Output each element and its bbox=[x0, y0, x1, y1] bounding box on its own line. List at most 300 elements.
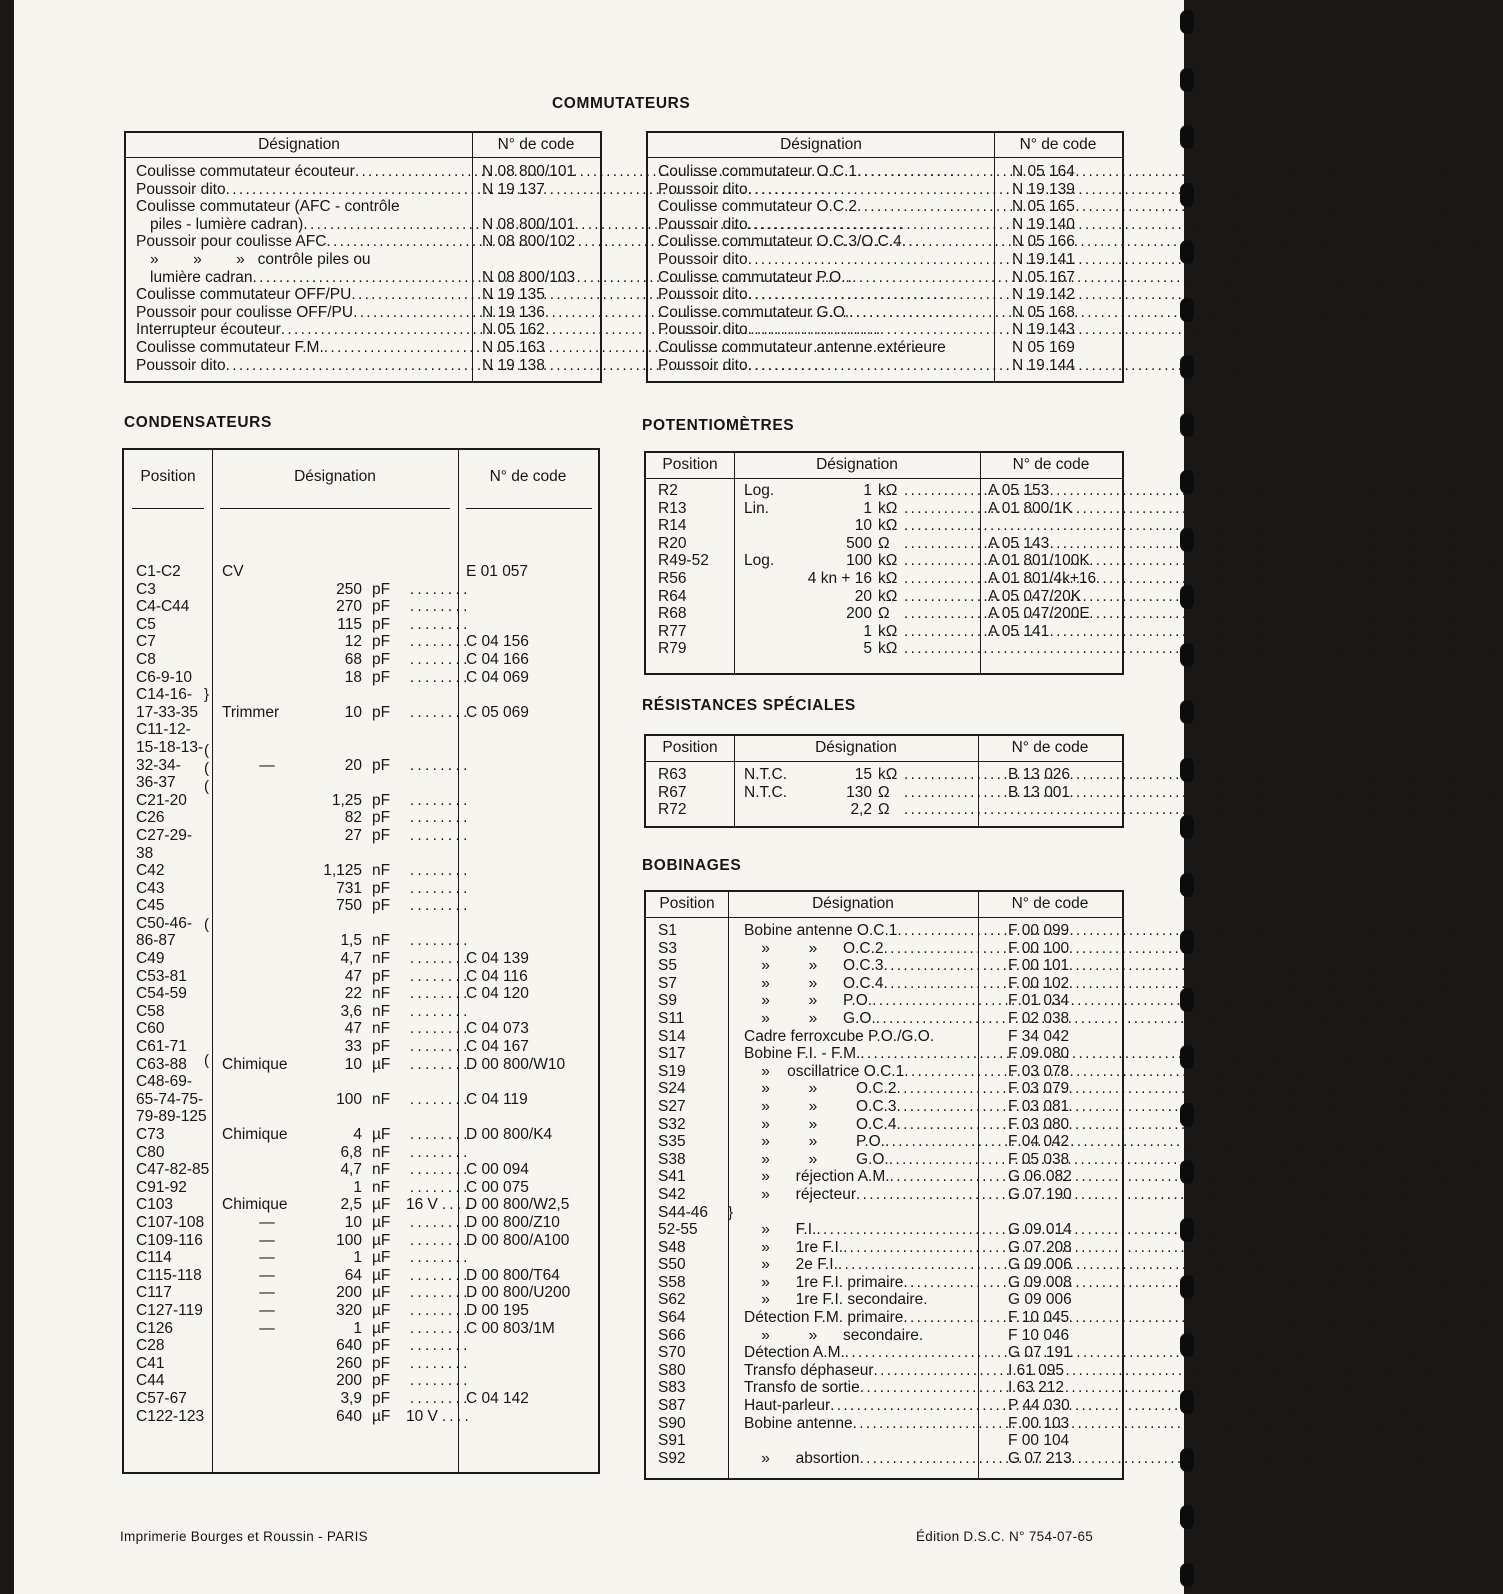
condensateur-designation: 22 nF . . . . . . . . bbox=[222, 985, 454, 1003]
potentiometres-position: R20 bbox=[658, 534, 687, 552]
bobinage-designation bbox=[744, 1274, 970, 1292]
commutateur-designation bbox=[136, 233, 462, 251]
bobinage-designation bbox=[744, 1432, 970, 1450]
condensateur-unit: nF bbox=[372, 1002, 391, 1020]
condensateur-designation: 12 pF . . . . . . . . bbox=[222, 633, 454, 651]
commutateurs-right-designations bbox=[658, 163, 986, 374]
bobinage-designation bbox=[744, 992, 970, 1010]
condensateur-value: 270 bbox=[336, 598, 362, 616]
condensateur-value: 10 bbox=[344, 703, 362, 721]
commutateur-designation bbox=[136, 269, 462, 287]
bobinage-code: F 00 101 bbox=[1008, 957, 1070, 975]
bobinage-code: F 03 079 bbox=[1008, 1080, 1070, 1098]
resistances-designation bbox=[744, 784, 972, 802]
potentiometres-value: 1 bbox=[863, 482, 872, 499]
condensateur-value: 200 bbox=[336, 1372, 362, 1390]
bobinage-code: G 06 082 bbox=[1008, 1168, 1072, 1186]
bobinage-designation-text: » 1re F.I. bbox=[744, 1238, 844, 1256]
resistances-code: B 13 026 bbox=[1008, 766, 1071, 783]
bobinage-designation-text: Bobine F.I. - F.M. bbox=[744, 1045, 861, 1063]
bobinage-code: I 61 095 bbox=[1008, 1361, 1065, 1379]
potentiometres-position: R77 bbox=[658, 622, 687, 640]
condensateur-designation: 100 nF . . . . . . . . bbox=[222, 1091, 454, 1109]
condensateur-code: C 04 139 bbox=[466, 950, 529, 968]
bobinage-designation-text: » » secondaire. bbox=[744, 1326, 924, 1344]
condensateur-position: C107-108 bbox=[136, 1213, 205, 1231]
condensateur-type: Chimique bbox=[222, 1196, 288, 1214]
bobinage-position: S38 bbox=[658, 1150, 686, 1168]
header-code: N° de code bbox=[497, 136, 575, 153]
commutateur-code: N 05 164 bbox=[1012, 163, 1075, 180]
potentiometres-code: A 01 800/1K bbox=[988, 499, 1073, 517]
condensateur-unit: µF bbox=[372, 1126, 391, 1143]
condensateur-code: C 04 142 bbox=[466, 1389, 529, 1407]
bobinage-designation-text: » » G.O. bbox=[744, 1009, 876, 1027]
commutateur-designation-text: Poussoir pour coulisse OFF/PU bbox=[136, 303, 354, 321]
condensateur-unit: nF bbox=[372, 985, 391, 1003]
commutateur-designation bbox=[136, 181, 462, 199]
condensateur-position: C5 bbox=[136, 615, 156, 633]
condensateur-unit: µF bbox=[372, 1266, 391, 1284]
condensateur-unit: nF bbox=[372, 932, 391, 950]
header-designation: Désignation bbox=[816, 456, 898, 473]
condensateur-position: C60 bbox=[136, 1020, 165, 1038]
condensateur-code bbox=[466, 616, 596, 634]
condensateur-position: C11-12- bbox=[136, 721, 191, 739]
condensateur-type: — bbox=[259, 1213, 275, 1231]
condensateur-code bbox=[466, 757, 596, 775]
potentiometres-value: 20 bbox=[854, 587, 872, 605]
potentiometres-designation bbox=[744, 517, 974, 535]
bobinage-code: F 03 078 bbox=[1008, 1062, 1070, 1080]
condensateur-code bbox=[466, 827, 596, 845]
resistances-kind: N.T.C. bbox=[744, 766, 788, 783]
condensateur-unit: µF bbox=[372, 1407, 391, 1425]
potentiometres-designation bbox=[744, 623, 974, 641]
commutateur-designation-text: Coulisse commutateur O.C.3/O.C.4 bbox=[658, 233, 902, 251]
condensateur-position: C61-71 bbox=[136, 1038, 187, 1056]
condensateur-voltage: 10 V bbox=[406, 1407, 438, 1425]
bobinage-designation-text: Détection F.M. primaire bbox=[744, 1309, 904, 1327]
brace: ( bbox=[204, 916, 209, 933]
condensateur-value: 640 bbox=[336, 1407, 362, 1425]
bobinage-code: G 07 213 bbox=[1008, 1449, 1072, 1467]
bobinage-designation bbox=[744, 1450, 970, 1468]
condensateur-code bbox=[466, 845, 596, 863]
bobinage-code: F 00 100 bbox=[1008, 939, 1070, 957]
condensateur-value: 731 bbox=[336, 879, 362, 897]
condensateur-voltage: 16 V bbox=[406, 1196, 438, 1214]
bobinage-designation-text: » » O.C.4 bbox=[744, 974, 884, 992]
bobinage-designation-text: » » O.C.3 bbox=[744, 1097, 897, 1115]
potentiometres-unit: Ω bbox=[878, 605, 890, 623]
condensateur-value: 1,5 bbox=[340, 932, 362, 950]
potentiometres-kind: Log. bbox=[744, 482, 775, 499]
condensateur-value: 33 bbox=[344, 1038, 362, 1056]
bobinage-designation bbox=[744, 1221, 970, 1239]
commutateurs-table-left bbox=[124, 131, 602, 383]
condensateur-code: C 00 803/1M bbox=[466, 1319, 555, 1337]
bobinage-code: F 34 042 bbox=[1008, 1027, 1070, 1045]
bobinage-position: S44-46 bbox=[658, 1203, 708, 1221]
condensateur-position: 32-34- bbox=[136, 756, 181, 774]
condensateur-designation: 4,7 nF . . . . . . . . bbox=[222, 950, 454, 968]
condensateur-position: C109-116 bbox=[136, 1231, 203, 1249]
condensateur-code: C 04 116 bbox=[466, 967, 528, 985]
condensateur-code bbox=[466, 932, 596, 950]
section-title-potentiometres: POTENTIOMÈTRES bbox=[642, 417, 795, 434]
bobinage-designation-text: » » O.C.4 bbox=[744, 1115, 897, 1133]
condensateur-code: D 00 195 bbox=[466, 1301, 529, 1319]
footer-edition: Édition D.S.C. N° 754-07-65 bbox=[916, 1529, 1094, 1544]
potentiometres-unit: kΩ bbox=[878, 517, 898, 535]
binding-hole bbox=[1180, 643, 1194, 667]
condensateur-position: 15-18-13- bbox=[136, 738, 204, 756]
resistances-position: R67 bbox=[658, 783, 687, 801]
condensateur-type: — bbox=[259, 1266, 275, 1284]
potentiometres-designation bbox=[744, 552, 974, 570]
condensateur-designation: 1,5 nF . . . . . . . . bbox=[222, 932, 454, 950]
bobinage-code: F 00 103 bbox=[1008, 1414, 1070, 1432]
commutateur-designation bbox=[136, 251, 462, 269]
resistances-position: R72 bbox=[658, 801, 687, 819]
condensateur-type: Chimique bbox=[222, 1055, 288, 1073]
commutateur-designation bbox=[658, 339, 986, 357]
potentiometres-value: 200 bbox=[846, 605, 872, 623]
condensateur-unit: pF bbox=[372, 809, 391, 827]
section-title-resistances: RÉSISTANCES SPÉCIALES bbox=[642, 697, 856, 714]
condensateur-position: C21-20 bbox=[136, 791, 187, 809]
potentiometres-designation bbox=[744, 482, 974, 500]
potentiometres-designation bbox=[744, 588, 974, 606]
potentiometres-position: R68 bbox=[658, 605, 687, 623]
condensateur-position: 86-87 bbox=[136, 932, 176, 950]
header-code: N° de code bbox=[489, 468, 567, 485]
bobinage-position: S27 bbox=[658, 1097, 686, 1115]
condensateur-code bbox=[466, 915, 596, 933]
condensateur-position: C53-81 bbox=[136, 967, 187, 985]
commutateur-designation-text: Poussoir dito bbox=[136, 180, 226, 198]
commutateur-designation bbox=[658, 198, 986, 216]
condensateur-value: 4,7 bbox=[340, 950, 362, 968]
condensateur-designation: 1,25 pF . . . . . . . . bbox=[222, 792, 454, 810]
section-title-commutateurs: COMMUTATEURS bbox=[552, 95, 691, 112]
condensateur-unit: pF bbox=[372, 615, 391, 633]
condensateur-code bbox=[466, 1408, 596, 1426]
bobinage-position: S17 bbox=[658, 1045, 686, 1063]
potentiometres-unit: kΩ bbox=[878, 640, 898, 658]
bobinage-code: P 44 030 bbox=[1008, 1397, 1070, 1415]
condensateur-position: C73 bbox=[136, 1126, 165, 1143]
condensateur-position: C127-119 bbox=[136, 1301, 203, 1319]
commutateur-designation bbox=[136, 216, 462, 234]
binding-hole bbox=[1180, 1160, 1194, 1184]
condensateur-position: C115-118 bbox=[136, 1266, 202, 1284]
potentiometres-value: 500 bbox=[846, 534, 872, 552]
resistances-code bbox=[1008, 801, 1120, 819]
commutateur-code: N 05 162 bbox=[482, 321, 545, 339]
bobinage-position: S9 bbox=[658, 992, 677, 1010]
resistances-table bbox=[644, 734, 1124, 828]
bobinage-code: G 07 208 bbox=[1008, 1238, 1072, 1256]
commutateur-designation bbox=[136, 357, 462, 375]
condensateur-value: 64 bbox=[344, 1266, 362, 1284]
resistances-codes bbox=[1008, 766, 1120, 819]
header-designation: Désignation bbox=[812, 895, 894, 912]
condensateur-type: CV bbox=[222, 563, 244, 580]
header-designation: Désignation bbox=[815, 739, 897, 756]
condensateur-unit: nF bbox=[372, 950, 391, 968]
condensateur-unit: µF bbox=[372, 1249, 391, 1267]
potentiometres-position: R49-52 bbox=[658, 552, 709, 570]
commutateur-designation bbox=[136, 163, 462, 181]
condensateur-position: C103 bbox=[136, 1196, 174, 1214]
binding-hole bbox=[1180, 1333, 1194, 1357]
condensateur-value: 640 bbox=[336, 1337, 362, 1355]
condensateur-code: C 00 075 bbox=[466, 1178, 529, 1196]
condensateur-value: 27 bbox=[344, 826, 362, 844]
condensateur-code: C 04 119 bbox=[466, 1090, 528, 1108]
condensateur-designation bbox=[222, 739, 454, 757]
bobinage-designation bbox=[744, 1010, 970, 1028]
potentiometres-code: A 05 047/20K bbox=[988, 587, 1082, 605]
condensateur-unit: pF bbox=[372, 791, 391, 809]
condensateur-code bbox=[466, 1372, 596, 1390]
commutateur-designation-text: Coulisse commutateur écouteur bbox=[136, 163, 355, 180]
condensateur-value: 18 bbox=[344, 668, 362, 686]
commutateur-code: N 05 163 bbox=[482, 338, 545, 356]
section-title-bobinages: BOBINAGES bbox=[642, 857, 742, 874]
header-code: N° de code bbox=[1019, 136, 1097, 153]
potentiometres-designations bbox=[744, 482, 974, 658]
potentiometres-designation bbox=[744, 500, 974, 518]
condensateur-unit: pF bbox=[372, 703, 391, 721]
condensateur-value: 750 bbox=[336, 897, 362, 915]
condensateur-value: 260 bbox=[336, 1354, 362, 1372]
condensateur-designation bbox=[222, 563, 454, 581]
condensateur-designation: — 64 µF . . . . . . . . bbox=[222, 1267, 454, 1285]
commutateur-designation bbox=[658, 181, 986, 199]
commutateurs-left-codes bbox=[482, 163, 598, 374]
potentiometres-code: A 05 141 bbox=[988, 622, 1050, 640]
bobinage-code: F 03 080 bbox=[1008, 1115, 1070, 1133]
condensateurs-positions bbox=[136, 563, 212, 1425]
condensateur-code: C 04 073 bbox=[466, 1020, 529, 1038]
bobinage-position: S19 bbox=[658, 1062, 686, 1080]
condensateur-position: C91-92 bbox=[136, 1178, 187, 1196]
condensateur-code bbox=[466, 739, 596, 757]
commutateur-designation-text: » » » contrôle piles ou bbox=[150, 250, 371, 268]
commutateur-code: N 08 800/101 bbox=[482, 163, 576, 180]
commutateur-code bbox=[482, 198, 598, 216]
condensateur-position: C47-82-85 bbox=[136, 1161, 210, 1179]
condensateur-type: Chimique bbox=[222, 1126, 288, 1143]
bobinage-code: F 09 080 bbox=[1008, 1045, 1070, 1063]
condensateur-value: 100 bbox=[336, 1090, 362, 1108]
binding-hole bbox=[1180, 1563, 1194, 1587]
binding-hole bbox=[1180, 470, 1194, 494]
commutateur-code: N 19 144 bbox=[1012, 356, 1075, 374]
bobinages-designations bbox=[744, 922, 970, 1467]
bobinage-position: S64 bbox=[658, 1309, 686, 1327]
commutateur-designation bbox=[136, 339, 462, 357]
condensateur-type: — bbox=[259, 1319, 275, 1337]
condensateur-designation: 27 pF . . . . . . . . bbox=[222, 827, 454, 845]
binding-hole bbox=[1180, 873, 1194, 897]
condensateur-position: C50-46- bbox=[136, 914, 192, 932]
commutateur-code: N 19 139 bbox=[1012, 180, 1075, 198]
condensateur-position: C45 bbox=[136, 897, 165, 915]
resistances-kind: N.T.C. bbox=[744, 783, 788, 801]
condensateur-unit: pF bbox=[372, 1337, 391, 1355]
condensateur-position: C1-C2 bbox=[136, 563, 181, 580]
condensateur-position: C80 bbox=[136, 1143, 165, 1161]
condensateur-designation: 640 pF . . . . . . . . bbox=[222, 1337, 454, 1355]
condensateur-code: E 01 057 bbox=[466, 563, 529, 580]
header-code: N° de code bbox=[1011, 739, 1089, 756]
potentiometres-value: 1 bbox=[863, 622, 872, 640]
potentiometres-value: 10 bbox=[854, 517, 872, 535]
condensateur-position: C14-16- bbox=[136, 686, 192, 704]
bobinage-designation-text: » » G.O. bbox=[744, 1150, 889, 1168]
condensateur-unit: pF bbox=[372, 826, 391, 844]
footer-printer: Imprimerie Bourges et Roussin - PARIS bbox=[120, 1529, 368, 1544]
condensateur-code: C 04 167 bbox=[466, 1038, 529, 1056]
binding-hole bbox=[1180, 930, 1194, 954]
condensateur-designation: 250 pF . . . . . . . . bbox=[222, 581, 454, 599]
condensateur-position: C27-29- bbox=[136, 826, 192, 844]
bobinage-code: G 07 191 bbox=[1008, 1344, 1072, 1362]
binding-hole bbox=[1180, 1390, 1194, 1414]
condensateur-designation bbox=[222, 774, 454, 792]
condensateur-value: 22 bbox=[344, 985, 362, 1003]
bobinage-designation bbox=[744, 1204, 970, 1222]
bobinage-code: G 09 006 bbox=[1008, 1256, 1072, 1274]
condensateur-value: 115 bbox=[337, 615, 362, 633]
commutateur-code: N 05 167 bbox=[1012, 268, 1075, 286]
bobinage-designation bbox=[744, 1397, 970, 1415]
potentiometres-unit: kΩ bbox=[878, 499, 898, 517]
resistances-designations bbox=[744, 766, 972, 819]
condensateur-code bbox=[466, 862, 596, 880]
condensateur-position: 17-33-35 bbox=[136, 703, 199, 721]
potentiometres-code: A 01 801/100K bbox=[988, 552, 1090, 570]
bobinage-position: S66 bbox=[658, 1326, 686, 1344]
commutateur-designation-text: Coulisse commutateur G.O. bbox=[658, 303, 850, 321]
condensateur-type: — bbox=[259, 1231, 275, 1249]
bobinage-designation bbox=[744, 975, 970, 993]
resistances-designation bbox=[744, 766, 972, 784]
section-title-condensateurs: CONDENSATEURS bbox=[124, 414, 272, 431]
condensateurs-designations bbox=[222, 563, 469, 1425]
condensateurs-codes bbox=[466, 563, 596, 1425]
condensateur-code bbox=[466, 581, 596, 599]
bobinage-position: S5 bbox=[658, 957, 677, 975]
commutateur-designation-text: Poussoir dito bbox=[658, 286, 748, 304]
bobinages-codes bbox=[1008, 922, 1120, 1467]
bobinage-code: I 63 212 bbox=[1008, 1379, 1065, 1397]
bobinage-designation-text: Bobine antenne O.C.1 bbox=[744, 922, 898, 939]
potentiometres-designation bbox=[744, 605, 974, 623]
condensateur-value: 100 bbox=[336, 1231, 362, 1249]
bobinage-designation bbox=[744, 1098, 970, 1116]
condensateur-position: C49 bbox=[136, 950, 165, 968]
condensateur-designation: 4,7 nF . . . . . . . . bbox=[222, 1161, 454, 1179]
condensateur-position: C43 bbox=[136, 879, 165, 897]
resistances-unit: Ω bbox=[878, 801, 890, 819]
condensateur-designation: 731 pF . . . . . . . . bbox=[222, 880, 454, 898]
header-code: N° de code bbox=[1012, 456, 1090, 473]
condensateur-position: C42 bbox=[136, 862, 165, 880]
potentiometres-position: R14 bbox=[658, 517, 687, 535]
header-designation: Désignation bbox=[258, 136, 340, 153]
condensateur-unit: pF bbox=[372, 879, 391, 897]
binding-hole bbox=[1180, 700, 1194, 724]
potentiometres-unit: kΩ bbox=[878, 482, 898, 499]
potentiometres-code: A 05 153 bbox=[988, 482, 1050, 499]
bobinage-designation bbox=[744, 1063, 970, 1081]
bobinage-position: S80 bbox=[658, 1361, 686, 1379]
bobinage-position: S42 bbox=[658, 1185, 686, 1203]
condensateur-designation: Chimique 10 µF . . . . . . . . bbox=[222, 1055, 467, 1073]
potentiometres-positions bbox=[658, 482, 734, 658]
commutateur-designation bbox=[136, 304, 462, 322]
bobinage-position: S48 bbox=[658, 1238, 686, 1256]
header-code: N° de code bbox=[1011, 895, 1089, 912]
condensateur-designation: 1,125 nF . . . . . . . . bbox=[222, 862, 454, 880]
commutateur-designation bbox=[136, 198, 462, 216]
bobinages-table bbox=[644, 890, 1124, 1480]
binding-hole bbox=[1180, 298, 1194, 322]
condensateur-code: D 00 800/U200 bbox=[466, 1284, 571, 1302]
bobinage-designation bbox=[744, 922, 970, 940]
potentiometres-unit: kΩ bbox=[878, 569, 898, 587]
condensateur-code: C 05 069 bbox=[466, 703, 529, 721]
condensateur-value: 1 bbox=[353, 1249, 362, 1267]
condensateur-designation: 115 pF . . . . . . . . bbox=[222, 616, 454, 634]
commutateur-designation bbox=[136, 321, 462, 339]
bobinage-designation-text: Détection A.M. bbox=[744, 1344, 845, 1362]
potentiometres-codes bbox=[988, 482, 1122, 658]
condensateur-unit: pF bbox=[372, 1038, 391, 1056]
commutateur-code: N 19 137 bbox=[482, 180, 545, 198]
bobinage-designation bbox=[744, 940, 970, 958]
bobinage-designation bbox=[744, 957, 970, 975]
commutateur-designation-text: Coulisse commutateur F.M. bbox=[136, 338, 324, 356]
condensateur-unit: pF bbox=[372, 756, 391, 774]
commutateur-designation bbox=[658, 233, 986, 251]
header-position: Position bbox=[662, 739, 718, 756]
bobinage-designation bbox=[744, 1379, 970, 1397]
condensateur-code: D 00 800/Z10 bbox=[466, 1213, 560, 1231]
condensateur-value: 3,6 bbox=[340, 1002, 362, 1020]
commutateur-designation-text: Poussoir pour coulisse AFC bbox=[136, 233, 327, 251]
condensateur-designation: 82 pF . . . . . . . . bbox=[222, 809, 454, 827]
commutateur-code bbox=[482, 251, 598, 269]
condensateur-position: C44 bbox=[136, 1372, 165, 1390]
binding-hole bbox=[1180, 1103, 1194, 1127]
condensateur-unit: µF bbox=[372, 1055, 391, 1073]
condensateur-value: 1 bbox=[353, 1319, 362, 1337]
potentiometres-value: 4 kn + 16 bbox=[807, 569, 872, 587]
bobinage-position: S41 bbox=[658, 1168, 686, 1186]
binding-hole bbox=[1180, 585, 1194, 609]
condensateur-type: — bbox=[259, 1284, 275, 1302]
commutateur-designation-text: Poussoir dito bbox=[658, 180, 748, 198]
bobinage-designation bbox=[744, 1080, 970, 1098]
bobinage-designation-text: » absortion bbox=[744, 1449, 860, 1467]
binding-hole bbox=[1180, 183, 1194, 207]
